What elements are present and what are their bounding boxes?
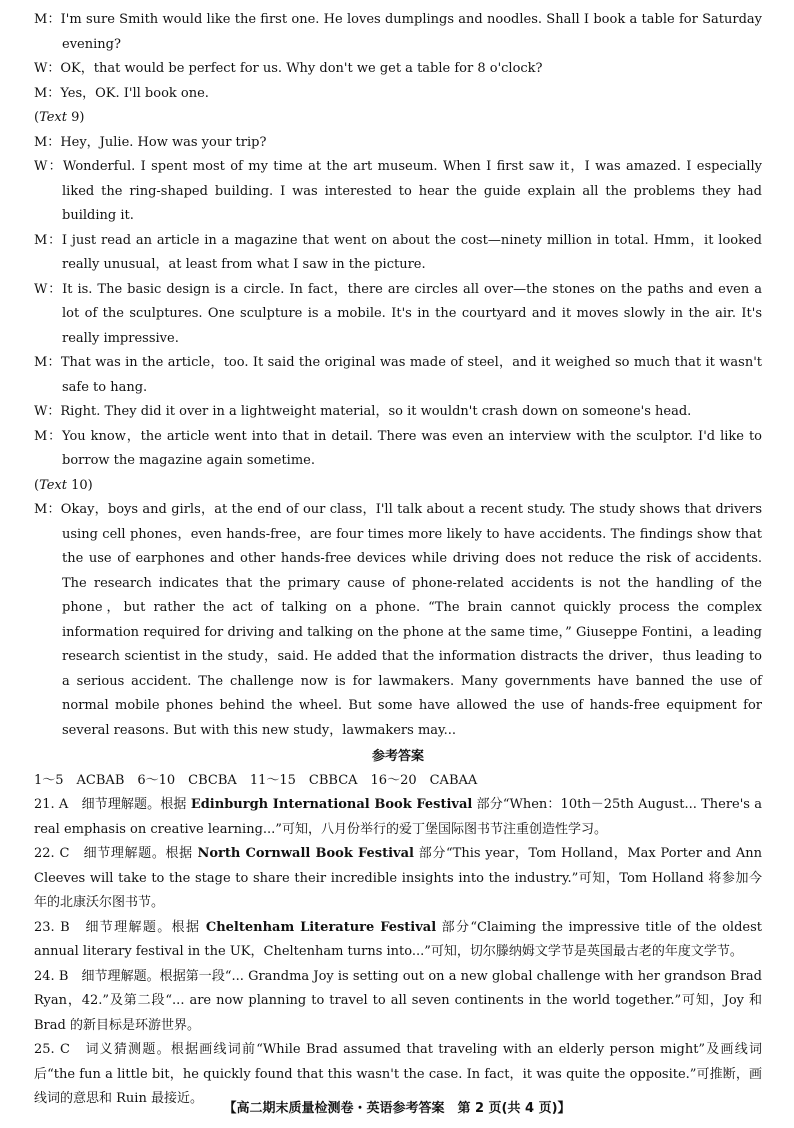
dialogue-line — [34, 82, 762, 107]
text-word: Text — [39, 110, 67, 125]
text-number: 9) — [67, 110, 85, 125]
speaker: M： — [34, 85, 61, 101]
dialogue-line — [34, 131, 762, 156]
speaker: M： — [34, 355, 61, 370]
explanation-item — [34, 916, 762, 965]
explanation-item — [34, 842, 762, 916]
explanation-item — [34, 965, 762, 1039]
section-name: Cheltenham Literature Festival — [205, 919, 437, 935]
dialogue-line — [34, 155, 762, 229]
dialogue-line — [34, 351, 762, 400]
explanation-pre: 24. B 细节理解题。根据第一段“... Grandma Joy is setting out on a new global challenge with her grandson Brad Ryan，42.”及第二段“... are now planning to travel to all seven continents in the world together.”可知，Joy 和 Brad 的新目标是环游世界。 — [34, 968, 762, 1033]
speaker: M： — [34, 502, 61, 517]
speaker: W： — [34, 159, 63, 174]
dialogue-line — [34, 278, 762, 352]
explanation-pre: 23. B 细节理解题。根据 — [34, 919, 206, 935]
speaker: W： — [34, 404, 61, 419]
utterance: I just read an article in a magazine that went on about the cost—ninety million in total. Hmm，it looked really unusual，at least from what I saw in the picture. — [61, 232, 763, 272]
utterance: Hey，Julie. How was your trip? — [60, 134, 267, 150]
utterance: I'm sure Smith would like the first one. He loves dumplings and noodles. Shall I book a table for Saturday evening? — [60, 12, 762, 52]
utterance: It is. The basic design is a circle. In fact，there are circles all over—the stones on the paths and even a lot of the sculptures. One sculpture is a mobile. It's in the courtyard and it moves slowly in the air. It's really impressive. — [62, 281, 762, 346]
dialogue-text9 — [34, 131, 762, 474]
explanation-pre: 21. A 细节理解题。根据 — [34, 797, 191, 812]
answer-key: 1～5 ACBAB 6～10 CBCBA 11～15 CBBCA 16～20 CABAA — [34, 773, 478, 788]
speaker: W： — [34, 281, 63, 297]
speaker: M： — [34, 12, 61, 27]
dialogue-line — [34, 57, 762, 82]
explanation-pre: 22. C 细节理解题。根据 — [34, 846, 198, 861]
speaker: M： — [34, 232, 62, 248]
page-footer: 【高二期末质量检测卷・英语参考答案 第 2 页(共 4 页)】 — [223, 1101, 571, 1116]
explanation-post: 部分“This year，Tom Holland，Max Porter and Ann Cleeves will take to the stage to share their incredible insights into the industry.”可知，Tom Holland 将参加今年的北康沃尔图书节。 — [34, 846, 762, 910]
explanations — [34, 793, 762, 1112]
dialogue-text8 — [34, 8, 762, 106]
explanation-post: 部分“Claiming the impressive title of the oldest annual literary festival in the UK，Cheltenham turns into...”可知，切尔滕纳姆文学节是英国最古老的年度文学节。 — [34, 919, 762, 959]
text-number: 10) — [67, 477, 93, 493]
speaker: M： — [34, 134, 61, 150]
text10-label — [34, 474, 762, 499]
utterance: That was in the article，too. It said the original was made of steel，and it weighed so much that it wasn't safe to hang. — [60, 355, 762, 395]
section-name: North Cornwall Book Festival — [197, 846, 414, 861]
page-content — [34, 8, 762, 1112]
explanation-pre: 25. C 词义猜测题。根据画线词前“While Brad assumed that traveling with an elderly person might”及画线词后“the fun a little bit，he quickly found that this wasn't the case. In fact，it was quite the opposite.”可推断，画线词的意思和 Ruin 最接近。 — [34, 1042, 762, 1106]
answers-title: 参考答案 — [371, 749, 424, 764]
paren: ( — [34, 110, 40, 125]
utterance: You know，the article went into that in detail. There was even an interview with the sculptor. I'd like to borrow the magazine again sometime. — [62, 428, 762, 468]
dialogue-line — [34, 8, 762, 57]
speaker: M： — [34, 428, 63, 444]
utterance: Right. They did it over in a lightweight material，so it wouldn't crash down on someone's head. — [60, 404, 692, 419]
utterance: OK，that would be perfect for us. Why don't we get a table for 8 o'clock? — [60, 61, 543, 76]
text-word: Text — [39, 477, 67, 493]
explanation-item — [34, 793, 762, 842]
paren: ( — [34, 477, 40, 493]
dialogue-line — [34, 400, 762, 425]
section-name: Edinburgh International Book Festival — [190, 797, 473, 812]
speaker: W： — [34, 61, 61, 76]
utterance: Yes，OK. I'll book one. — [60, 85, 209, 101]
dialogue-line — [34, 425, 762, 474]
explanation-post: 部分“When：10th－25th August... There's a real emphasis on creative learning...”可知，八月份举行的爱丁堡国际图书节注重创造性学习。 — [34, 797, 762, 837]
utterance: Okay，boys and girls，at the end of our class，I'll talk about a recent study. The study shows that drivers using cell phones，even hands-free，are four times more likely to have accidents. The findings show that the use of earphones and other hands-free devices while driving does not reduce the risk of accidents. The research indicates that the primary cause of phone-related accidents is not the handling of the phone，but rather the act of talking on a phone. “The brain cannot quickly process the complex information required for driving and talking on the phone at the same time，” Giuseppe Fontini，a leading research scientist in the study，said. He added that the information distracts the driver，thus leading to a serious accident. The challenge now is for lawmakers. Many governments have banned the use of normal mobile phones behind the wheel. But some have allowed the use of hands-free equipment for several reasons. But with this new study，lawmakers may... — [60, 502, 763, 738]
utterance: Wonderful. I spent most of my time at the art museum. When I first saw it，I was amazed. I especially liked the ring-shaped building. I was interested to hear the guide explain all the problems they had building it. — [62, 159, 762, 223]
dialogue-line — [34, 229, 762, 278]
monologue-text10 — [34, 498, 762, 743]
text9-label — [34, 106, 762, 131]
